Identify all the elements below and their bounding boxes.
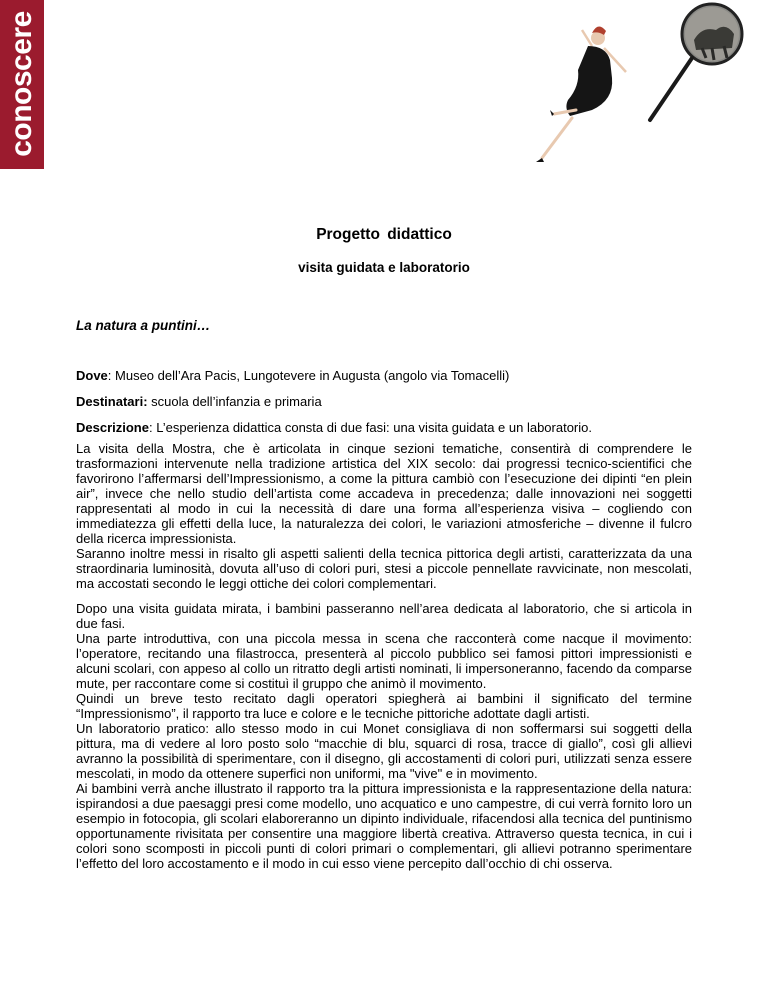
field-dove <box>76 368 692 383</box>
paragraph-line: Saranno inoltre messi in risalto gli aspetti salienti della tecnica pittorica degli artisti, caratterizzata da una straordinaria luminosità, dovuta all’uso di colori puri, stesi a piccole pennellate ravvicinate, non mescolati, ma accostati secondo le leggi ottiche dei colori complementari. <box>76 546 692 591</box>
page-subtitle: visita guidata e laboratorio <box>298 260 470 275</box>
paragraph-line: Una parte introduttiva, con una piccola messa in scena che racconterà come nacque il movimento: l’operatore, recitando una filastrocca, presenterà al piccolo pubblico sei famosi pittori impressionisti e alcuni scolari, con appeso al collo un ritratto degli artisti nominati, li impersoneranno, facendo da comparse mute, per raccontare come si costituì il gruppo che animò il movimento. <box>76 631 692 691</box>
brand-logo <box>0 0 44 169</box>
magnifier-handle <box>650 58 692 120</box>
field-destinatari <box>76 394 692 409</box>
section-title: La natura a puntini… <box>76 318 211 333</box>
page-title: Progetto didattico <box>316 226 452 243</box>
paragraph-lab <box>76 601 692 871</box>
woman-dress <box>566 46 612 116</box>
paragraph-line: Quindi un breve testo recitato dagli operatori spiegherà ai bambini il significato del termine “Impressionismo”, il rapporto tra luce e colore e le tecniche pittoriche adottate dagli artisti. <box>76 691 692 721</box>
brand-logo-text: conoscere <box>5 11 38 157</box>
field-value: : L’esperienza didattica consta di due fasi: una visita guidata e un laboratorio. <box>148 420 592 435</box>
field-label: Destinatari: <box>76 394 148 409</box>
field-descrizione <box>76 420 692 435</box>
paragraph-line: Un laboratorio pratico: allo stesso modo in cui Monet consigliava di non soffermarsi sui soggetti della pittura, ma di vedere al loro posto solo “macchie di blu, squarci di rosa, tracce di giallo”, così gli allievi avranno la possibilità di sperimentare, con il disegno, gli accostamenti di colori puri, utilizzati senza essere mescolati, in modo da ottenere superfici non uniformi, ma "vive" e in movimento. <box>76 721 692 781</box>
document-body <box>76 368 692 881</box>
field-label: Descrizione <box>76 420 149 435</box>
field-value: scuola dell’infanzia e primaria <box>147 394 322 409</box>
paragraph-line: La visita della Mostra, che è articolata in cinque sezioni tematiche, consentirà di comprendere le trasformazioni intervenute nella tradizione artistica del XIX secolo: dai progressi tecnico-scientifici che favorirono l’affermarsi dell’Impressionismo, a come la pittura cambiò con l’esecuzione dei dipinti “en plein air”, invece che nello studio dell’artista come accadeva in precedenza; dalle innovazioni nei soggetti rappresentati al modo in cui la necessità di dare una forma all’esperienza visiva – cogliendo con immediatezza gli effetti della luce, la naturalezza dei colori, le variazioni atmosferiche – divenne il fulcro della ricerca impressionista. <box>76 441 692 546</box>
woman-magnifier-illustration <box>480 0 768 170</box>
field-label: Dove <box>76 368 108 383</box>
paragraph-line: Ai bambini verrà anche illustrato il rapporto tra la pittura impressionista e la rappresentazione della natura: ispirandosi a due paesaggi presi come modello, uno acquatico e uno campestre, di cui verrà fornito loro un esempio in fotocopia, gli scolari elaboreranno un dipinto individuale, rifacendosi alla tecnica del puntinismo opportunamente rivisitata per consentire una maggiore libertà creativa. Attraverso questa tecnica, in cui i colori sono scomposti in piccoli punti di colori primari o complementari, gli allievi potranno sperimentare l’effetto del loro accostamento e il modo in cui esso viene percepito dall’occhio di chi osserva. <box>76 781 692 871</box>
paragraph-line: Dopo una visita guidata mirata, i bambini passeranno nell’area dedicata al laboratorio, che si articola in due fasi. <box>76 601 692 631</box>
field-value: : Museo dell’Ara Pacis, Lungotevere in Augusta (angolo via Tomacelli) <box>107 368 510 383</box>
paragraph-visit <box>76 441 692 591</box>
